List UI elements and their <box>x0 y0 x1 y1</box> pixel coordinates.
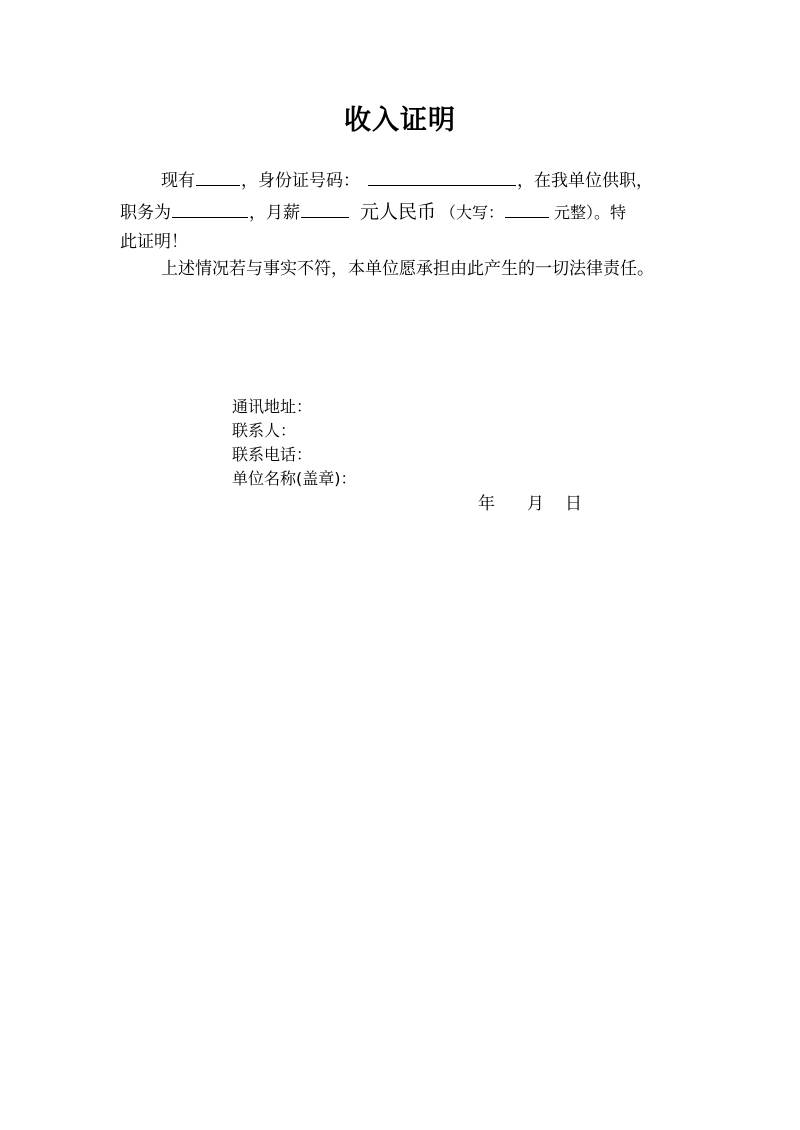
text-intro: 现有 <box>161 171 195 191</box>
contact-label: 联系人： <box>232 421 297 440</box>
name-blank <box>196 168 240 186</box>
text-id-label: ，身份证号码： <box>241 171 360 191</box>
salary-blank <box>301 200 349 218</box>
text-salary-label: ，月薪 <box>249 203 300 223</box>
body-line-1 <box>161 168 653 192</box>
text-employment: ，在我单位供职， <box>517 171 653 191</box>
id-number-blank <box>368 168 516 186</box>
unit-seal-label: 单位名称(盖章)： <box>232 469 357 488</box>
position-blank <box>172 200 248 218</box>
text-amount-end: 元整）。特 <box>554 203 627 222</box>
document-title: 收入证明 <box>344 105 456 136</box>
date-month: 月 <box>527 494 544 514</box>
text-currency: 元人民币 <box>360 201 437 223</box>
uppercase-amount-blank <box>505 200 549 218</box>
body-line-4: 上述情况若与事实不符，本单位愿承担由此产生的一切法律责任。 <box>161 259 654 279</box>
date-day: 日 <box>565 494 582 514</box>
text-position-label: 职务为 <box>120 203 171 223</box>
text-uppercase-label: （大写： <box>440 203 505 222</box>
body-line-3: 此证明！ <box>120 232 188 252</box>
body-line-2 <box>120 200 626 224</box>
phone-label: 联系电话： <box>232 445 313 464</box>
address-label: 通讯地址： <box>232 397 313 416</box>
date-year: 年 <box>478 494 495 514</box>
